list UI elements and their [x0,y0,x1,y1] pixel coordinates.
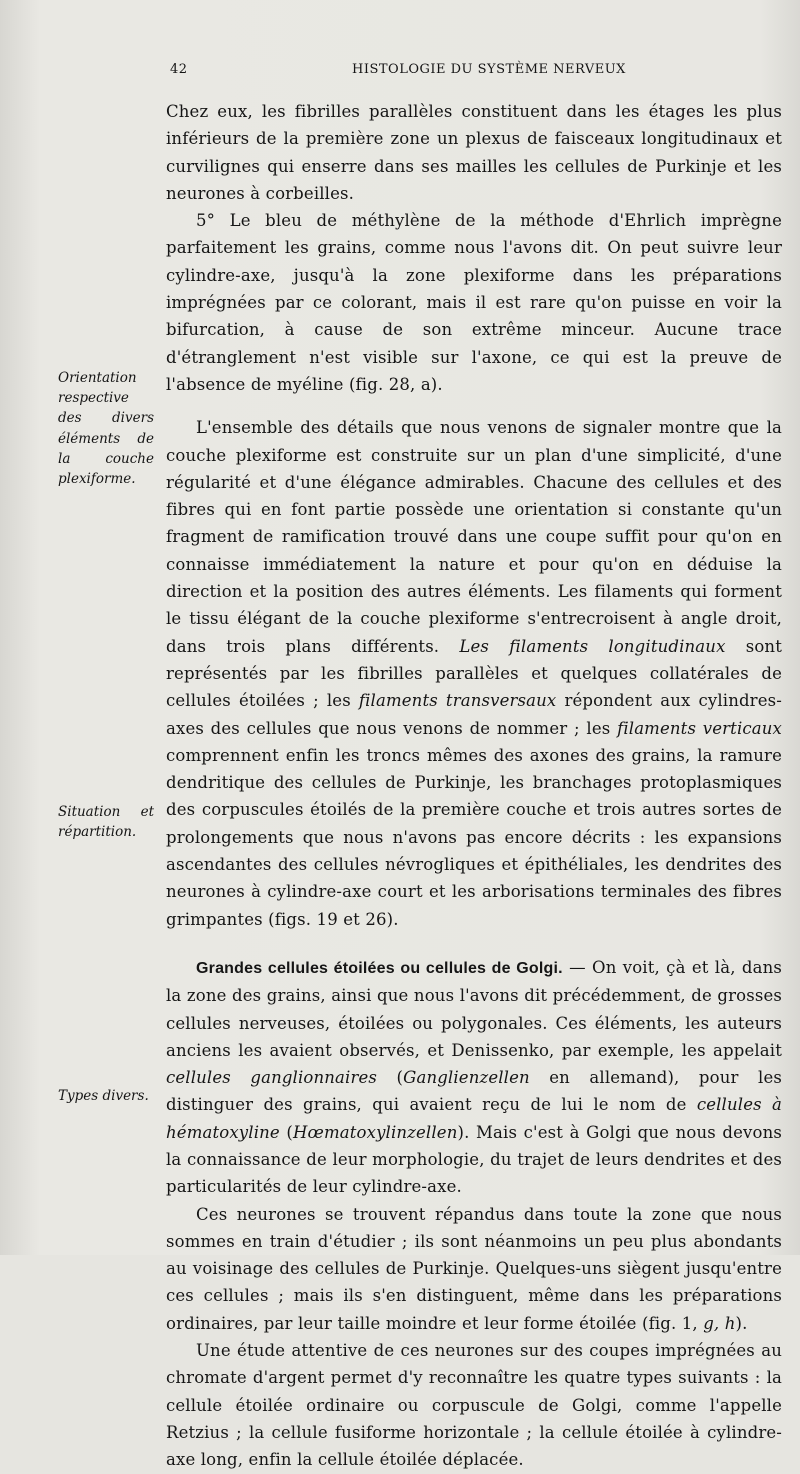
italic-term: cellules ganglionnaires [166,1068,378,1088]
text-segment: — On voit, çà et là, dans la zone des grains, ainsi que nous l'avons dit précédemment, de grosses cellules nerveuses, étoilées ou polygonales. Ces éléments, les auteurs anciens les avaient observés, et Denissenko, par exemple, les appelait [166,957,782,1060]
paragraph-2: 5° Le bleu de méthylène de la méthode d'Ehrlich imprègne parfaitement les grains, comme nous l'avons dit. On peut suivre leur cylindre-axe, jusqu'à la zone plexiforme dans les préparations imprégnées par ce colorant, mais il est rare qu'on puisse en voir la bifurcation, à cause de son extrême minceur. Aucune trace d'étranglement n'est visible sur l'axone, ce qui est la preuve de l'absence de myéline (fig. 28, a). [166,211,782,394]
italic-term: cellules à hématoxyline [166,1095,782,1142]
text-segment: ). Mais c'est à Golgi que nous devons la connaissance de leur morphologie, du trajet de leurs dendrites et des particularités de leur cylindre-axe. [166,1122,782,1197]
text-segment: ). [735,1313,748,1333]
text-segment: ( [396,1068,404,1088]
text-segment: comprennent enfin les troncs mêmes des axones des grains, la ramure dendritique des cellules de Purkinje, les branchages protoplasmiques des corpuscules étoilés de la première couche et trois autres sortes de prolongements que nous n'avons pas encore décrits : les expansions ascendantes des cellules névrogliques et épithéliales, les dendrites des neurones à cylindre-axe court et les arborisations terminales des fibres grimpantes (figs. 19 et 26). [166,745,782,929]
italic-term: Les filaments longitudinaux [459,636,726,656]
text-segment: sont représentés par les fibrilles parallèles et quelques collatérales de cellules étoilées ; les [166,636,782,711]
text-segment: en allemand), pour les distinguer des grains, qui avaient reçu de lui le nom de [166,1068,782,1115]
text-segment: ( [286,1122,293,1142]
italic-term: Ganglienzellen [403,1068,530,1088]
section-heading: Grandes cellules étoilées ou cellules de Golgi. [196,959,563,977]
italic-term: filaments verticaux [617,718,782,738]
body-text [166,98,782,1474]
margin-note-situation: Situation et répartition. [58,804,154,841]
paragraph-6: Une étude attentive de ces neurones sur des coupes imprégnées au chromate d'argent permet d'y reconnaître les quatre types suivants : la cellule étoilée ordinaire ou corpuscule de Golgi, comme l'appelle Retzius ; la cellule fusiforme horizontale ; la cellule étoilée à cylindre-axe long, enfin la cellule étoilée déplacée. [166,1341,782,1470]
text-segment: répondent aux cylindres-axes des cellules que nous venons de nommer ; les [166,691,782,738]
paragraph-1: Chez eux, les fibrilles parallèles constituent dans les étages les plus inférieurs de la première zone un plexus de faisceaux longitudinaux et curvilignes qui enserre dans ses mailles les cellules de Purkinje et les neurones à corbeilles. [166,102,782,203]
paragraph-3 [166,414,782,933]
page-number: 42 [170,62,188,77]
text-segment: L'ensemble des détails que nous venons de signaler montre que la couche plexiforme est construite sur un plan d'une simplicité, d'une régularité et d'une élégance admirables. Chacune des cellules et des fibres qui en font partie possède une orientation si constante qu'un fragment de ramification trouvé dans une coupe suffit pour qu'on en connaisse immédiatement la nature et pour qu'on en déduise la direction et la position des autres éléments. Les filaments qui forment le tissu élégant de la couche plexiforme s'entrecroisent à angle droit, dans trois plans différents. [166,418,782,656]
text-segment: Ces neurones se trouvent répandus dans toute la zone que nous sommes en train d'étudier ; ils sont néanmoins un peu plus abondants au voisinage des cellules de Purkinje. Quelques-uns siègent jusqu'entre ces cellules ; mais ils s'en distinguent, même dans les préparations ordinaires, par leur taille moindre et leur forme étoilée (fig. 1, [166,1204,782,1333]
paragraph-5 [166,1201,782,1337]
margin-note-orientation: Orientation respective des divers éléments de la couche plexiforme. [58,370,154,488]
paragraph-4 [166,954,782,1201]
running-head [170,62,780,82]
margin-note-types: Types divers. [58,1088,149,1104]
running-title: HISTOLOGIE DU SYSTÈME NERVEUX [352,62,626,77]
italic-term: Hœmatoxylinzellen [292,1122,458,1142]
italic-term: g, h [703,1313,736,1333]
italic-term: filaments transversaux [358,691,557,711]
